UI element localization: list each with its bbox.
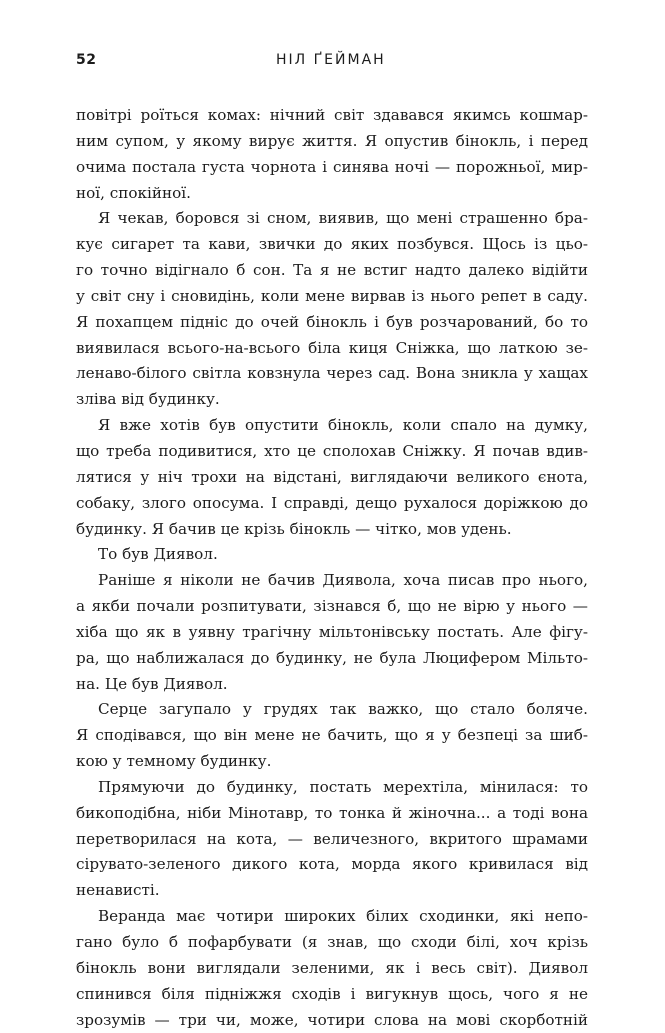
- body-text: [76, 103, 588, 1033]
- text-line: го точно відігнало б сон. Та я не встиг надто далеко відійти: [76, 261, 588, 280]
- paragraph: [76, 542, 588, 568]
- text-line: ра, що наближалася до будинку, не була Люцифером Мільто-: [76, 648, 588, 667]
- running-head: НІЛ ҐЕЙМАН: [276, 52, 386, 68]
- text-line: хіба що як в уявну трагічну мільтонівську постать. Але фігу-: [76, 622, 588, 641]
- text-line: у світ сну і сновидінь, коли мене вирвав із нього репет в саду.: [76, 286, 588, 305]
- text-line: зрозумів — три чи, може, чотири слова на мові скорботній: [76, 1010, 588, 1029]
- text-line: собаку, злого опосума. І справді, дещо рухалося доріжкою до: [76, 493, 588, 512]
- text-line: спинився біля підніжжя сходів і вигукнув щось, чого я не: [76, 984, 588, 1003]
- text-line: Я сподівався, що він мене не бачить, що я у безпеці за шиб-: [76, 726, 588, 745]
- paragraph: [76, 697, 588, 775]
- text-line: кує сигарет та кави, звички до яких позбувся. Щось із цьо-: [76, 235, 588, 254]
- paragraph: [76, 413, 588, 542]
- text-line: ної, спокійної.: [76, 183, 191, 202]
- text-line: ленаво-білого світла ковзнула через сад. Вона зникла у хащах: [76, 364, 588, 383]
- text-line: ненависті.: [76, 881, 160, 900]
- paragraph: [76, 904, 588, 1033]
- text-line: зліва від будинку.: [76, 390, 220, 409]
- text-line: Раніше я ніколи не бачив Диявола, хоча писав про нього,: [98, 571, 588, 590]
- text-line: То був Диявол.: [98, 545, 218, 564]
- text-line: Я чекав, боровся зі сном, виявив, що мені страшенно бра-: [98, 209, 588, 228]
- text-line: ним супом, у якому вирує життя. Я опустив бінокль, і перед: [76, 131, 588, 150]
- paragraph: [76, 206, 588, 413]
- text-line: Прямуючи до будинку, постать мерехтіла, мінилася: то: [98, 777, 588, 796]
- paragraph: [76, 568, 588, 697]
- text-line: очима постала густа чорнота і синява ночі — порожньої, мир-: [76, 157, 588, 176]
- text-line: лятися у ніч трохи на відстані, виглядаючи великого єнота,: [76, 467, 588, 486]
- text-line: повітрі роїться комах: нічний світ здавався якимсь кошмар-: [76, 106, 588, 124]
- text-line: виявилася всього-на-всього біла киця Сніжка, що латкою зе-: [76, 338, 588, 357]
- text-line: Я вже хотів був опустити бінокль, коли спало на думку,: [98, 416, 588, 435]
- text-line: гано було б пофарбувати (я знав, що сходи білі, хоч крізь: [76, 933, 588, 951]
- text-line: перетворилася на кота, — величезного, вкритого шрамами: [76, 829, 588, 848]
- text-line: Я похапцем підніс до очей бінокль і був розчарований, бо то: [76, 312, 588, 331]
- text-line: бінокль вони виглядали зеленими, як і весь світ). Диявол: [76, 958, 588, 977]
- text-line: що треба подивитися, хто це сполохав Сніжку. Я почав вдив-: [76, 441, 588, 460]
- text-line: а якби почали розпитувати, зізнався б, що не вірю у нього —: [76, 597, 588, 616]
- text-line: кою у темному будинку.: [76, 752, 272, 771]
- text-line: Серце загупало у грудях так важко, що стало боляче.: [98, 700, 588, 719]
- text-line: сірувато-зеленого дикого кота, морда якого кривилася від: [76, 855, 588, 874]
- text-line: на. Це був Диявол.: [76, 674, 228, 693]
- page-header: [76, 52, 588, 72]
- page-number: 52: [76, 52, 97, 68]
- paragraph-continued: [76, 103, 588, 206]
- paragraph: [76, 775, 588, 904]
- text-line: Веранда має чотири широких білих сходинки, які непо-: [98, 907, 588, 926]
- text-line: будинку. Я бачив це крізь бінокль — чітко, мов удень.: [76, 519, 512, 538]
- text-line: бикоподібна, ніби Мінотавр, то тонка й жіночна... а тоді вона: [76, 803, 588, 822]
